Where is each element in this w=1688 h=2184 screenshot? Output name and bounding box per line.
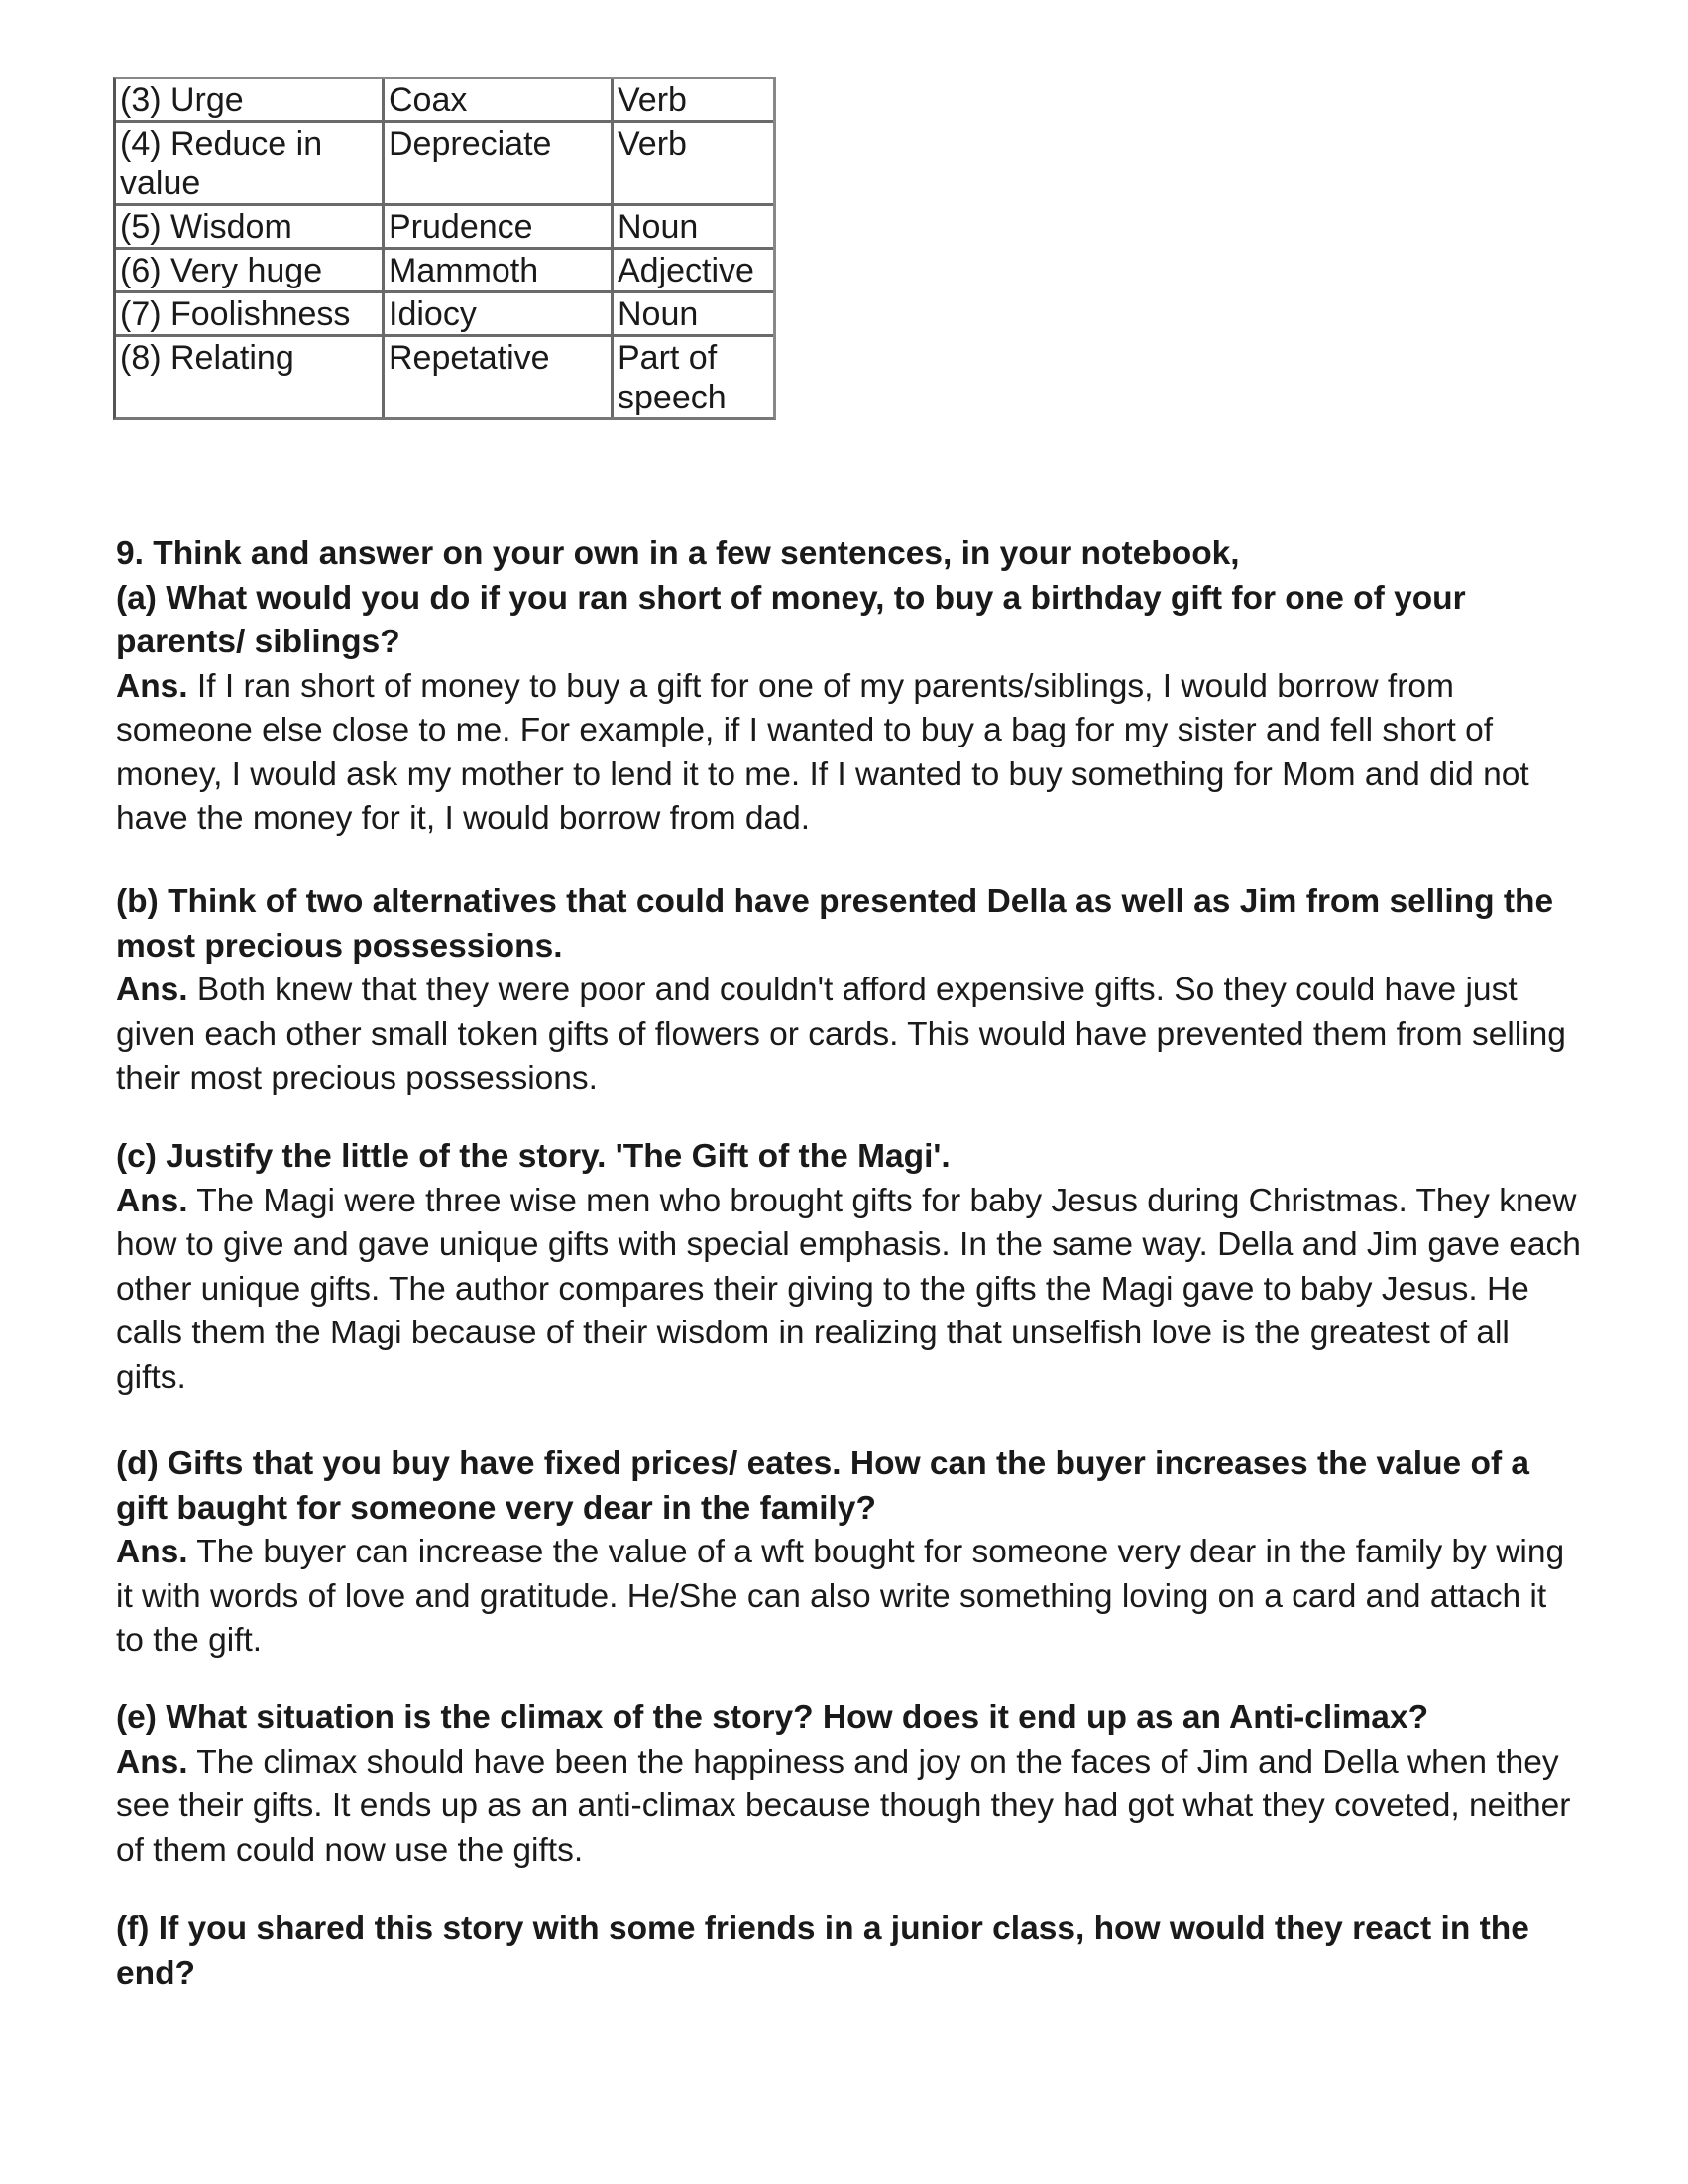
answer-c	[116, 1180, 1583, 1401]
table-cell: Noun	[614, 293, 773, 337]
answer-text: If I ran short of money to buy a gift for one of my parents/siblings, I would borrow from someone else close to me. For example, if I wanted to buy a bag for my sister and fell short of money, I would ask my mother to lend it to me. If I wanted to buy something for Mom and did not have the money for it, I would borrow from dad.	[116, 667, 1529, 837]
table-cell: (5) Wisdom	[116, 206, 385, 250]
table-row	[116, 293, 773, 337]
question-f-line2: end?	[116, 1954, 196, 1992]
table-cell: (3) Urge	[116, 79, 385, 123]
answer-a	[116, 665, 1583, 842]
answer-label: Ans.	[116, 667, 188, 705]
answer-label: Ans.	[116, 972, 188, 1008]
qa-block-c	[116, 1135, 1583, 1400]
answer-label: Ans.	[116, 1743, 188, 1781]
question-c: (c) Justify the little of the story. 'The Gift of the Magi'.	[116, 1138, 951, 1175]
qa-block-e	[116, 1696, 1583, 1873]
table-cell: Verb	[614, 123, 773, 206]
table-cell: Depreciate	[385, 123, 614, 206]
qa-block-b	[116, 880, 1583, 1101]
answer-e	[116, 1741, 1583, 1874]
table-cell: (7) Foolishness	[116, 293, 385, 337]
table-row	[116, 206, 773, 250]
answer-text: The buyer can increase the value of a wft bought for someone very dear in the family by wing it with words of love and gratitude. He/She can also write something loving on a card and attach it to the gift.	[116, 1534, 1565, 1659]
table-cell: (4) Reduce in value	[116, 123, 385, 206]
table-row	[116, 79, 773, 123]
answer-text: Both knew that they were poor and couldn't afford expensive gifts. So they could have just given each other small token gifts of flowers or cards. This would have prevented them from selling their most precious possessions.	[116, 972, 1566, 1096]
section-intro: 9. Think and answer on your own in a few sentences, in your notebook,	[116, 535, 1240, 572]
answer-d	[116, 1531, 1583, 1664]
question-e: (e) What situation is the climax of the story? How does it end up as an Anti-climax?	[116, 1699, 1429, 1736]
answer-text: The climax should have been the happiness and joy on the faces of Jim and Della when they see their gifts. It ends up as an anti-climax because though they had got what they coveted, neither of them could now use the gifts.	[116, 1743, 1571, 1869]
table-cell: (6) Very huge	[116, 250, 385, 293]
answer-text: The Magi were three wise men who brought gifts for baby Jesus during Christmas. They knew how to give and gave unique gifts with special emphasis. In the same way. Della and Jim gave each other unique gifts. The author compares their giving to the gifts the Magi gave to baby Jesus. He calls them the Magi because of their wisdom in realizing that unselfish love is the greatest of all gifts.	[116, 1182, 1581, 1396]
table-cell: Verb	[614, 79, 773, 123]
table-cell: Idiocy	[385, 293, 614, 337]
vocabulary-table	[113, 77, 776, 420]
question-a: (a) What would you do if you ran short of money, to buy a birthday gift for one of your parents/ siblings?	[116, 579, 1466, 660]
question-f-line1: (f) If you shared this story with some friends in a junior class, how would they react in the	[116, 1910, 1529, 1947]
answer-label: Ans.	[116, 1534, 188, 1570]
table-cell: Mammoth	[385, 250, 614, 293]
table-cell: Adjective	[614, 250, 773, 293]
table-cell: Repetative	[385, 337, 614, 417]
table-row	[116, 250, 773, 293]
table-row	[116, 337, 773, 417]
question-b: (b) Think of two alternatives that could have presented Della as well as Jim from selling the most precious possessions.	[116, 883, 1554, 965]
question-d: (d) Gifts that you buy have fixed prices/ eates. How can the buyer increases the value of a gift baught for someone very dear in the family?	[116, 1445, 1530, 1527]
table-cell: (8) Relating	[116, 337, 385, 417]
qa-block-d	[116, 1442, 1583, 1664]
table-cell: Noun	[614, 206, 773, 250]
table-cell: Prudence	[385, 206, 614, 250]
table-cell: Coax	[385, 79, 614, 123]
section-intro-block	[116, 532, 1583, 842]
table-row	[116, 123, 773, 206]
table-cell: Part of speech	[618, 339, 727, 416]
answer-b	[116, 969, 1583, 1101]
answer-label: Ans.	[116, 1182, 188, 1219]
qa-block-f	[116, 1907, 1583, 1996]
